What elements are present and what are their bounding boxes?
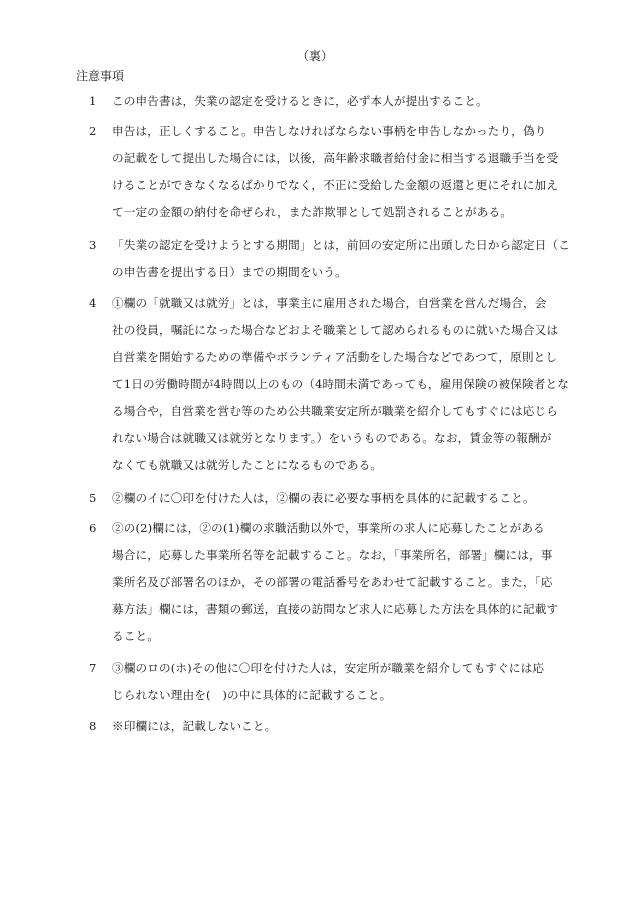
- note-line: [89, 344, 559, 371]
- note-item-7: [89, 655, 559, 709]
- note-text: て一定の金額の納付を命ぜられ，また詐欺罪として処罰されることがある。: [112, 205, 512, 219]
- note-line: [89, 232, 571, 259]
- note-text: ③欄のロの(ホ)その他に〇印を付けた人は，安定所が職業を紹介してもすぐには応: [112, 661, 545, 675]
- notes-heading: 注意事項: [76, 69, 125, 83]
- note-item-2: [89, 118, 559, 226]
- note-line: [89, 88, 559, 115]
- note-text: ること。: [112, 629, 159, 643]
- note-line: [89, 118, 559, 145]
- note-text: 自営業を開始するための準備やボランティア活動をした場合などであつて，原則とし: [112, 350, 558, 364]
- note-number: 1: [89, 94, 97, 108]
- note-item-4: [89, 290, 569, 479]
- note-text: ②の(2)欄には，②の(1)欄の求職活動以外で，事業所の求人に応募したことがある: [112, 521, 545, 535]
- note-line: [89, 542, 559, 569]
- note-number: 4: [89, 296, 97, 310]
- note-line: [89, 145, 559, 172]
- note-line: [89, 515, 559, 542]
- note-text: けることができなくなるばかりでなく，不正に受給した金額の返還と更にそれに加え: [112, 178, 559, 192]
- note-text: て1日の労働時間が4時間以上のもの（4時間未満であっても，雇用保険の被保険者とな: [112, 377, 569, 391]
- note-text: の記載をして提出した場合には，以後，高年齢求職者給付金に相当する退職手当を受: [112, 151, 559, 165]
- note-line: [89, 682, 559, 709]
- note-text: なくても就職又は就労したことになるものである。: [112, 458, 383, 472]
- note-text: 申告は，正しくすること。申告しなければならない事柄を申告しなかったり，偽り: [112, 124, 547, 138]
- note-line: [89, 713, 559, 740]
- note-line: [89, 199, 559, 226]
- note-text: ②欄のイに〇印を付けた人は，②欄の表に必要な事柄を具体的に記載すること。: [112, 491, 535, 505]
- note-line: [89, 172, 559, 199]
- note-text: この申告書は，失業の認定を受けるときに，必ず本人が提出すること。: [112, 94, 488, 108]
- note-text: る場合や，自営業を営む等のため公共職業安定所が職業を紹介してもすぐには応じら: [112, 404, 559, 418]
- note-text: 募方法」欄には，書類の郵送，直接の訪問など求人に応募した方法を具体的に記載す: [112, 602, 559, 616]
- note-line: [89, 371, 569, 398]
- note-item-5: [89, 485, 559, 512]
- note-line: [89, 398, 559, 425]
- note-text: の申告書を提出する日）までの期間をいう。: [112, 265, 347, 279]
- note-text: れない場合は就職又は就労となります。）をいうものである。なお，賃金等の報酬が: [112, 431, 552, 445]
- note-line: [89, 259, 559, 286]
- note-text: ※印欄には，記載しないこと。: [112, 719, 277, 733]
- note-line: [89, 485, 559, 512]
- note-text: 場合に，応募した事業所名等を記載すること。なお，「事業所名，部署」欄には，事: [112, 548, 553, 562]
- note-line: [89, 655, 559, 682]
- note-line: [89, 317, 559, 344]
- note-number: 2: [89, 124, 97, 138]
- note-item-8: [89, 713, 559, 740]
- note-item-1: [89, 88, 559, 115]
- note-line: [89, 569, 559, 596]
- note-line: [89, 623, 559, 650]
- note-number: 3: [89, 238, 97, 252]
- note-text: ①欄の「就職又は就労」とは，事業主に雇用された場合，自営業を営んだ場合，会: [112, 296, 547, 310]
- note-number: 6: [89, 521, 97, 535]
- page-side-label: （裏）: [296, 49, 333, 63]
- note-text: じられない理由を( )の中に具体的に記載すること。: [112, 688, 392, 702]
- note-text: 社の役員，嘱託になった場合などおよそ職業として認められるものに就いた場合又は: [112, 323, 559, 337]
- note-item-3: [89, 232, 571, 286]
- note-line: [89, 290, 559, 317]
- note-item-6: [89, 515, 559, 650]
- note-number: 7: [89, 661, 97, 675]
- note-number: 5: [89, 491, 97, 505]
- note-number: 8: [89, 719, 97, 733]
- note-text: 業所名及び部署名のほか，その部署の電話番号をあわせて記載すること。また，「応: [112, 575, 553, 589]
- note-line: [89, 452, 559, 479]
- note-line: [89, 425, 559, 452]
- note-text: 「失業の認定を受けようとする期間」とは，前回の安定所に出頭した日から認定日（こ: [112, 238, 571, 252]
- note-line: [89, 596, 559, 623]
